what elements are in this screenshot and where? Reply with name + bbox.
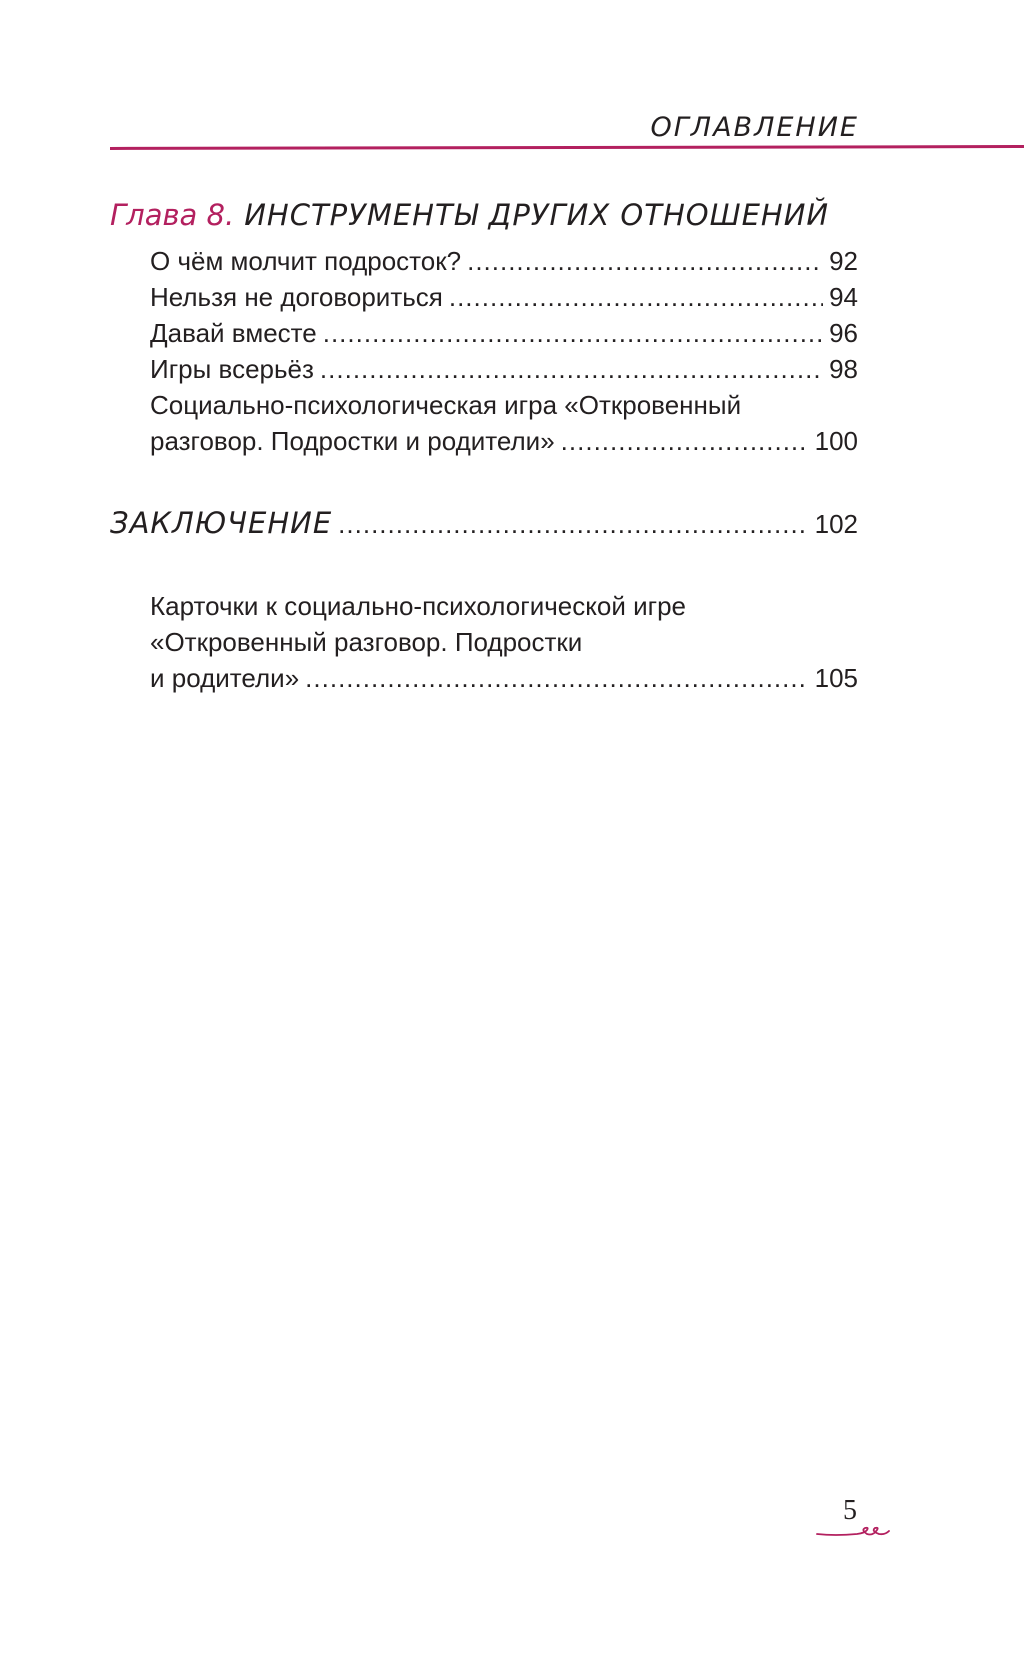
toc-entry[interactable] [150, 351, 858, 387]
toc-entry[interactable] [150, 243, 858, 279]
toc-entry-game[interactable] [150, 387, 858, 459]
chapter-heading [110, 198, 829, 232]
chapter-title: ИНСТРУМЕНТЫ ДРУГИХ ОТНОШЕНИЙ [244, 198, 830, 232]
page-number: 5 [843, 1495, 857, 1526]
toc-leader [305, 660, 808, 696]
cards-line3: и родители» [150, 663, 300, 693]
toc-entry[interactable] [150, 315, 858, 351]
page-number-swash [815, 1524, 891, 1540]
toc-leader [323, 315, 823, 351]
toc-entry-page: 98 [829, 354, 858, 384]
toc-leader [467, 243, 823, 279]
cards-last-line [150, 660, 858, 696]
chapter-label: Глава 8. [110, 198, 235, 232]
toc-entry[interactable] [150, 279, 858, 315]
toc-leader [449, 279, 823, 315]
toc-entry-game-last-line [150, 423, 858, 459]
toc-entry-game-line2: разговор. Подростки и родители» [150, 426, 555, 456]
toc-leader [320, 351, 823, 387]
toc-entry-text: Давай вместе [150, 318, 317, 348]
cards-page: 105 [814, 663, 858, 693]
cards-line2: «Откровенный разговор. Подростки [150, 627, 583, 657]
toc-entry-text: Игры всерьёз [150, 354, 314, 384]
cards-line1: Карточки к социально-психологической игре [150, 591, 687, 621]
toc-entry-page: 100 [814, 426, 858, 456]
toc-entry-text: О чём молчит подросток? [150, 246, 462, 276]
toc-entry-page: 94 [829, 282, 858, 312]
toc-entry-page: 92 [829, 246, 858, 276]
toc-leader [561, 423, 809, 459]
conclusion-page: 102 [814, 509, 858, 539]
toc-list [150, 243, 858, 459]
toc-entry-conclusion[interactable] [110, 506, 858, 540]
toc-entry-cards[interactable] [150, 588, 858, 696]
header-title: ОГЛАВЛЕНИЕ [650, 112, 859, 143]
toc-entry-page: 96 [829, 318, 858, 348]
toc-leader [338, 509, 808, 540]
toc-entry-game-line1: Социально-психологическая игра «Откровенный [150, 390, 742, 420]
toc-entry-text: Нельзя не договориться [150, 282, 443, 312]
conclusion-title: ЗАКЛЮЧЕНИЕ [110, 506, 333, 540]
header-rule [110, 145, 1024, 150]
